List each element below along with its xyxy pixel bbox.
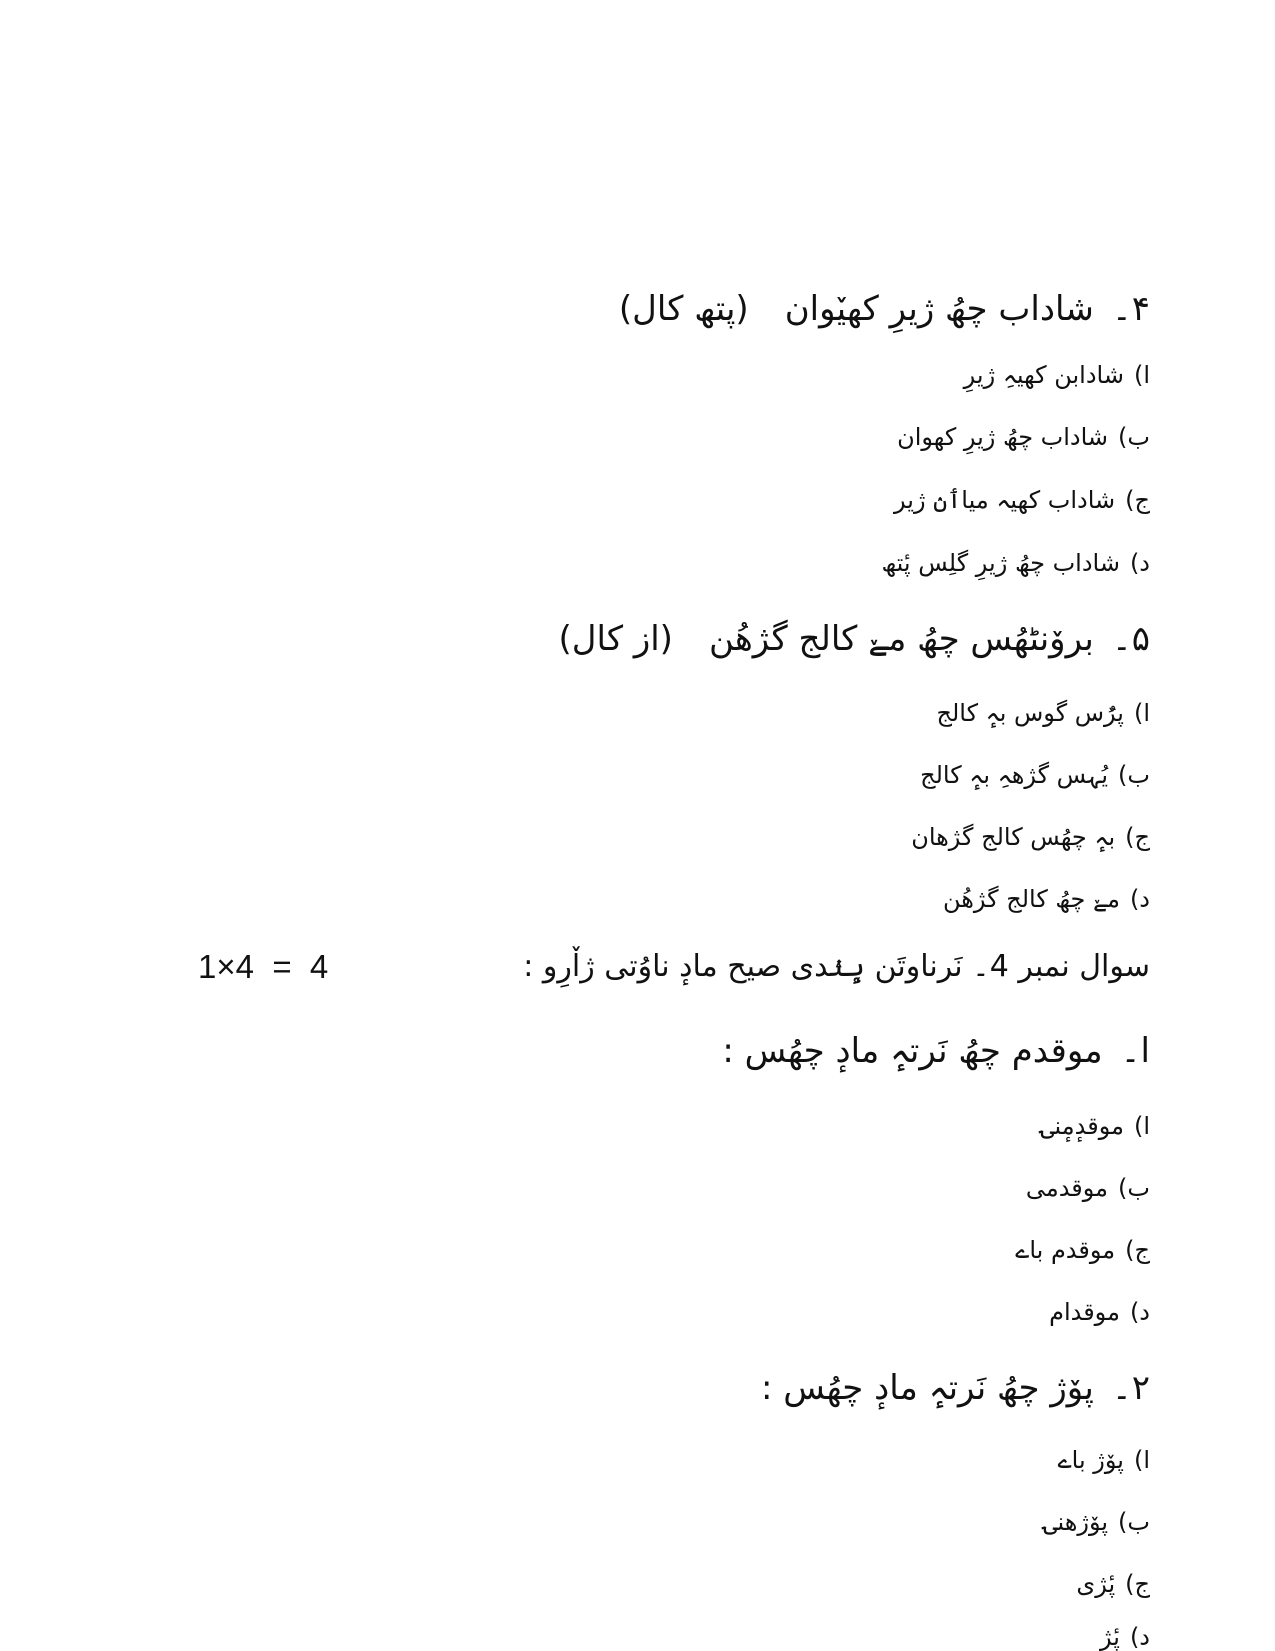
option-label: د) — [1129, 885, 1150, 913]
option-item — [1026, 1176, 1150, 1200]
option-item — [1049, 1300, 1150, 1324]
option-text: پوٚژھنۍ — [1043, 1508, 1109, 1536]
option-text: موقدم باے — [1015, 1236, 1116, 1264]
question-text: موقدم چھُ نَرتہٕ مادٕ چھُس : — [722, 1031, 1103, 1071]
option-text: بہٕ چھُس کالج گژھان — [911, 823, 1116, 851]
question-4-title — [618, 289, 1150, 329]
option-label: ج) — [1125, 1236, 1150, 1264]
option-text: پوٚژ باے — [1057, 1446, 1124, 1474]
question-number: ا۔ — [1120, 1031, 1150, 1071]
option-label: د) — [1129, 1298, 1150, 1326]
option-text: شادابن کھیہِ ژیرِ — [963, 361, 1124, 389]
option-item — [964, 363, 1150, 387]
option-text: یُہس گژھہِ بہٕ کالج — [920, 761, 1109, 789]
section-heading: سوال نمبر 4۔ نَرناوتَن ہٕنٛدی صیح مادٕ ناوُتی ژاٚرِو : — [523, 949, 1150, 984]
option-label: ج) — [1125, 1570, 1150, 1598]
question-5-title — [558, 619, 1151, 659]
option-label: د) — [1129, 1623, 1150, 1651]
option-item — [943, 887, 1150, 911]
question-text: پوٚژ چھُ نَرتہٕ مادٕ چھُس : — [761, 1368, 1094, 1408]
question-number: ۵۔ — [1111, 619, 1150, 659]
option-item — [1040, 1114, 1150, 1138]
option-label: ب) — [1118, 761, 1150, 789]
tense-tag: (پتھ کال) — [618, 289, 749, 329]
option-item — [897, 425, 1150, 449]
question-number: ۴۔ — [1111, 289, 1150, 329]
option-item — [1015, 1238, 1150, 1262]
option-label: ج) — [1125, 823, 1150, 851]
option-label: ا) — [1133, 361, 1150, 389]
option-item — [911, 825, 1150, 849]
question-text: شاداب چھُ ژیرِ کھیٚوان — [784, 289, 1094, 329]
option-item — [1076, 1572, 1150, 1596]
marks-formula: 1×4 = 4 — [198, 948, 329, 985]
option-item — [1043, 1510, 1150, 1534]
option-label: ج) — [1125, 486, 1150, 514]
option-label: ب) — [1118, 1174, 1150, 1202]
option-label: د) — [1129, 549, 1150, 577]
option-item — [936, 701, 1150, 725]
option-text: پٔژی — [1076, 1570, 1116, 1598]
subquestion-1-title — [722, 1031, 1150, 1071]
tense-tag: (از کال) — [558, 619, 673, 659]
option-item — [881, 551, 1150, 575]
option-label: ب) — [1118, 1508, 1150, 1536]
option-item — [920, 763, 1150, 787]
option-item — [1058, 1448, 1150, 1472]
option-text: موقدمی — [1025, 1174, 1109, 1202]
option-text: شاداب چھُ ژیرِ گلِس پٔتھ — [881, 549, 1120, 577]
option-label: ا) — [1133, 1446, 1150, 1474]
option-text: شاداب کھیہ میاٲنٛ ژیر — [894, 486, 1116, 514]
option-text: موقدٕمٕنۍ — [1040, 1112, 1124, 1140]
option-text: موقدام — [1049, 1298, 1120, 1326]
option-item — [894, 488, 1150, 512]
question-number: ۲۔ — [1111, 1368, 1150, 1408]
option-text: شاداب چھُ ژیرِ کھوان — [897, 423, 1109, 451]
option-text: پٔژ — [1100, 1623, 1120, 1651]
question-text: بروٚنٹھُس چھُ مےٚ کالج گژھُن — [708, 619, 1094, 659]
option-text: پرُٚس گوس بہٕ کالج — [936, 699, 1124, 727]
option-label: ا) — [1133, 699, 1150, 727]
subquestion-2-title — [761, 1368, 1150, 1408]
option-text: مےٚ چھُ کالج گژھُن — [942, 885, 1120, 913]
option-label: ا) — [1133, 1112, 1150, 1140]
option-label: ب) — [1118, 423, 1150, 451]
option-item — [1100, 1625, 1150, 1649]
